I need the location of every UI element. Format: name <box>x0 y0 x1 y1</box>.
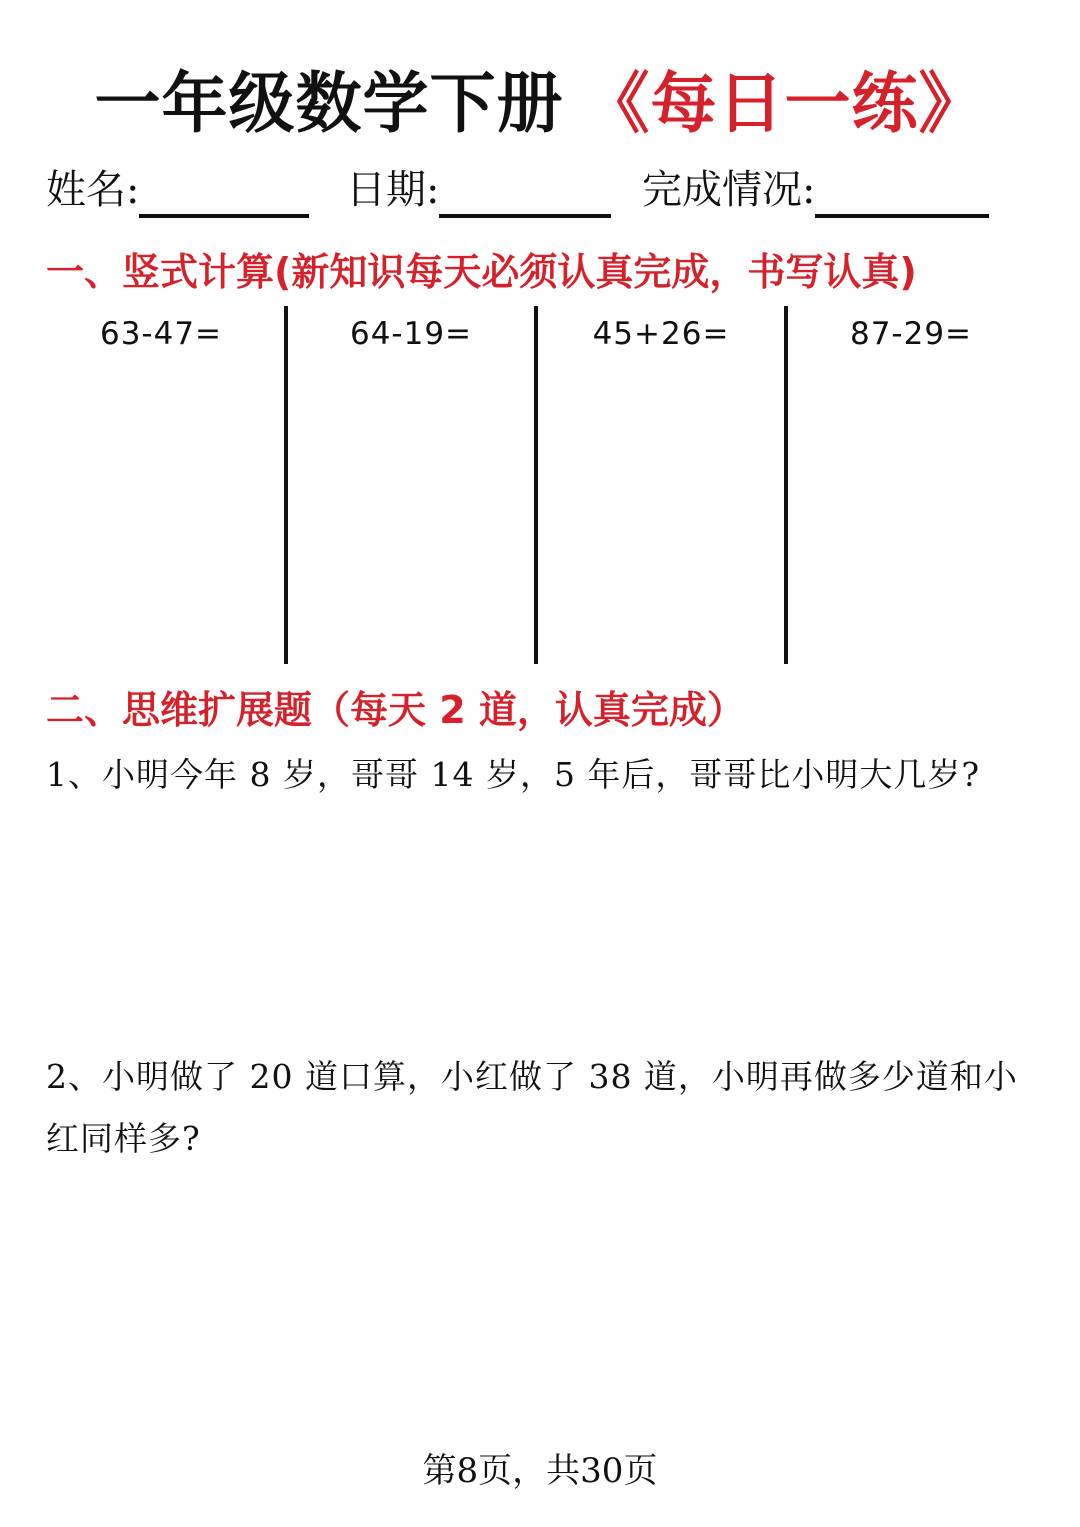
completion-label: 完成情况: <box>642 167 816 213</box>
problem-expression: 45+26= <box>592 316 730 352</box>
student-info-row <box>46 162 1036 222</box>
completion-blank[interactable] <box>815 168 989 218</box>
problem-expression: 64-19= <box>349 316 473 352</box>
name-field[interactable] <box>46 162 309 218</box>
problem-cell[interactable] <box>786 306 1036 666</box>
section-vertical-calculation-title: 一、竖式计算(新知识每天必须认真完成，书写认真) <box>46 250 917 294</box>
section-thinking-extension-title: 二、思维扩展题（每天 2 道，认真完成） <box>46 688 745 732</box>
vertical-calculation-grid <box>36 306 1036 666</box>
problem-cell[interactable] <box>536 306 786 666</box>
title-main: 一年级数学下册 <box>94 65 564 142</box>
date-blank[interactable] <box>439 168 611 218</box>
word-problem-2: 2、小明做了 20 道口算，小红做了 38 道，小明再做多少道和小红同样多? <box>46 1057 1018 1158</box>
problem-cell[interactable] <box>286 306 536 666</box>
completion-field[interactable] <box>642 162 989 218</box>
problem-expression: 63-47= <box>99 316 223 352</box>
worksheet-title <box>0 62 1080 146</box>
page-number: 第8页，共30页 <box>422 1451 658 1491</box>
problem-cell[interactable] <box>36 306 286 666</box>
date-label: 日期: <box>346 167 440 213</box>
name-blank[interactable] <box>139 168 309 218</box>
name-label: 姓名: <box>46 167 140 213</box>
word-problem-1: 1、小明今年 8 岁，哥哥 14 岁，5 年后，哥哥比小明大几岁? <box>46 755 981 794</box>
title-accent: 《每日一练》 <box>583 65 986 142</box>
date-field[interactable] <box>346 162 611 218</box>
problem-expression: 87-29= <box>849 316 973 352</box>
